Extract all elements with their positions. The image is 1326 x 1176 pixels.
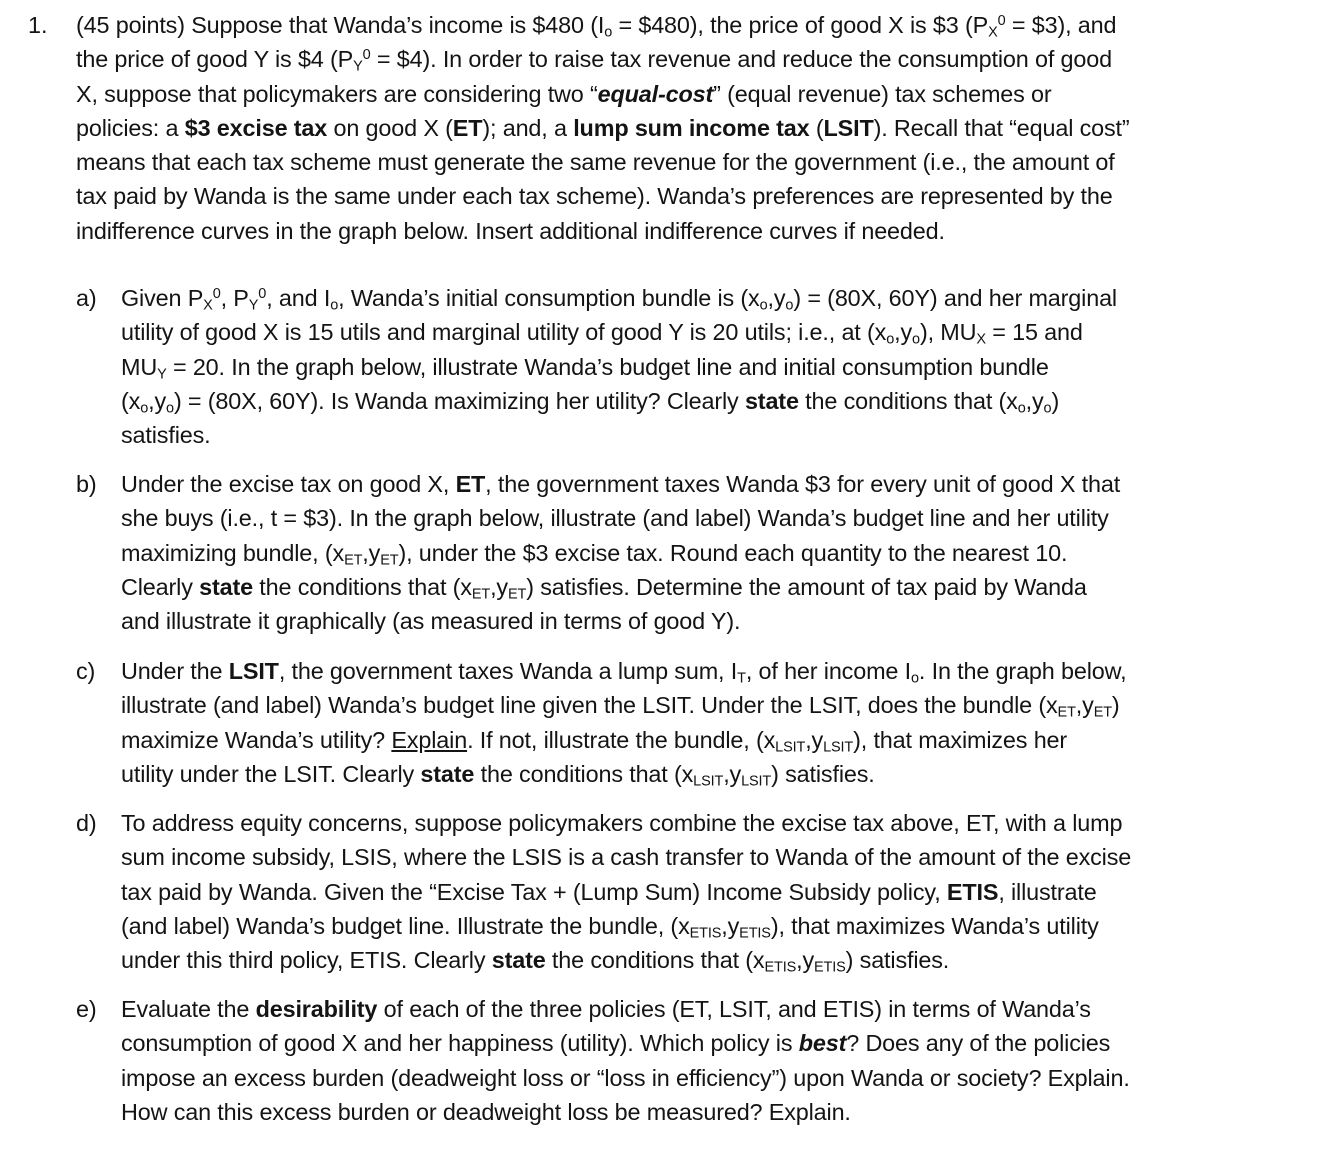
bold: LSIT bbox=[823, 114, 874, 141]
txt: , the government taxes Wanda a lump sum, I bbox=[278, 658, 738, 684]
sub: o bbox=[759, 297, 768, 314]
part-b bbox=[76, 467, 1316, 638]
txt: MU bbox=[121, 353, 158, 380]
txt: maximizing bundle, (x bbox=[121, 539, 345, 566]
txt: Clearly bbox=[121, 573, 200, 600]
part-e-text bbox=[121, 992, 1316, 1129]
txt: ,y bbox=[362, 539, 381, 566]
part-d-line-1: To address equity concerns, suppose policymakers combine the excise tax above, ET, with a lump bbox=[121, 810, 1123, 836]
txt: under this third policy, ETIS. Clearly bbox=[121, 947, 492, 974]
bold: state bbox=[744, 387, 799, 414]
part-c-text bbox=[121, 654, 1316, 791]
part-c-line-4 bbox=[121, 757, 1316, 791]
txt: ,y bbox=[1025, 387, 1044, 414]
txt: ) bbox=[1111, 692, 1120, 719]
sub: ETIS bbox=[689, 925, 722, 942]
bold: state bbox=[199, 573, 253, 600]
txt: ), under the $3 excise tax. Round each quantity to the nearest 10. bbox=[398, 539, 1068, 566]
sub: ETIS bbox=[814, 959, 846, 976]
sub: o bbox=[330, 297, 339, 314]
txt: ” (equal revenue) tax schemes or bbox=[713, 80, 1052, 107]
txt: ), MU bbox=[919, 319, 977, 346]
sub: o bbox=[166, 400, 174, 417]
question-intro bbox=[76, 8, 1316, 248]
part-d bbox=[76, 806, 1316, 977]
txt: the price of good Y is $4 (P bbox=[76, 46, 354, 73]
bold: ET bbox=[452, 114, 483, 141]
txt: = 20. In the graph below, illustrate Wanda’s budget line and initial consumption bundle bbox=[166, 353, 1049, 380]
txt: the conditions that (x bbox=[474, 760, 694, 787]
txt: ,y bbox=[894, 319, 913, 346]
part-a-text bbox=[121, 281, 1316, 452]
txt: ,y bbox=[805, 726, 824, 753]
sub: LSIT bbox=[775, 739, 806, 756]
txt: policies: a bbox=[76, 114, 185, 141]
txt: Given P bbox=[121, 285, 204, 311]
txt: Under the excise tax on good X, bbox=[121, 471, 456, 497]
part-a-line-3 bbox=[121, 350, 1316, 384]
part-e-label: e) bbox=[76, 996, 97, 1022]
txt: ,y bbox=[767, 285, 786, 311]
bold: state bbox=[491, 947, 546, 974]
txt: utility of good X is 15 utils and marginal utility of good Y is 20 utils; i.e., at (x bbox=[121, 319, 887, 346]
txt: (x bbox=[121, 387, 141, 414]
txt: ) = (80X, 60Y) and her marginal bbox=[793, 285, 1117, 311]
txt: , illustrate bbox=[998, 878, 1097, 905]
part-d-text bbox=[121, 806, 1316, 977]
sup: 0 bbox=[212, 286, 221, 303]
intro-line-3 bbox=[76, 77, 1316, 111]
txt: ) = (80X, 60Y). Is Wanda maximizing her utility? Clearly bbox=[173, 387, 745, 414]
txt: ( bbox=[809, 114, 824, 141]
txt: ? Does any of the policies bbox=[846, 1030, 1111, 1057]
sup: 0 bbox=[258, 286, 267, 303]
sub: o bbox=[1043, 400, 1052, 417]
part-c-label: c) bbox=[76, 658, 96, 684]
part-d-line-2: sum income subsidy, LSIS, where the LSIS is a cash transfer to Wanda of the amount of the excise bbox=[121, 844, 1132, 871]
intro-line-1 bbox=[76, 8, 1316, 42]
part-e bbox=[76, 992, 1316, 1129]
sub: Y bbox=[157, 366, 167, 383]
txt: ), that maximizes Wanda’s utility bbox=[770, 912, 1099, 939]
txt: maximize Wanda’s utility? bbox=[121, 726, 392, 753]
part-d-label: d) bbox=[76, 810, 97, 836]
intro-line-5: means that each tax scheme must generate the same revenue for the government (i.e., the amount of bbox=[76, 149, 1115, 176]
bold: state bbox=[420, 760, 475, 787]
part-e-line-1 bbox=[121, 992, 1316, 1026]
sub: ETIS bbox=[739, 925, 771, 942]
txt: the conditions that (x bbox=[798, 387, 1018, 414]
part-b-line-4 bbox=[121, 570, 1316, 604]
intro-line-2 bbox=[76, 42, 1316, 76]
bold: ET bbox=[455, 471, 486, 497]
sub: o bbox=[886, 331, 895, 348]
part-c bbox=[76, 654, 1316, 791]
txt: consumption of good X and her happiness (utility). Which policy is bbox=[121, 1030, 799, 1057]
txt: ) satisfies. bbox=[845, 947, 950, 974]
sub: Y bbox=[353, 58, 363, 75]
sub: ET bbox=[1057, 704, 1076, 721]
bold: ETIS bbox=[946, 878, 999, 905]
part-c-line-2 bbox=[121, 688, 1316, 722]
txt: ) bbox=[1051, 387, 1060, 414]
txt: on good X ( bbox=[327, 114, 453, 141]
txt: the conditions that (x bbox=[545, 947, 765, 974]
sub: Y bbox=[248, 297, 259, 314]
sub: o bbox=[785, 297, 794, 314]
bold: lump sum income tax bbox=[573, 114, 810, 141]
part-c-line-1 bbox=[121, 654, 1316, 688]
sub: o bbox=[912, 331, 920, 348]
txt: X, suppose that policymakers are considering two “ bbox=[76, 80, 598, 107]
part-b-text bbox=[121, 467, 1316, 638]
txt: ,y bbox=[490, 573, 508, 600]
txt: = $3), and bbox=[1005, 12, 1117, 38]
part-b-line-1 bbox=[121, 467, 1316, 501]
txt: ,y bbox=[148, 387, 167, 414]
txt: ) satisfies. bbox=[771, 760, 875, 787]
sub: ETIS bbox=[764, 959, 797, 976]
sub: ET bbox=[344, 552, 363, 569]
question-number: 1. bbox=[28, 12, 48, 38]
bold: desirability bbox=[255, 996, 378, 1022]
txt: the conditions that (x bbox=[252, 573, 472, 600]
part-b-line-3 bbox=[121, 536, 1316, 570]
sub: LSIT bbox=[823, 739, 854, 756]
txt: , P bbox=[220, 285, 249, 311]
part-b-line-5: and illustrate it graphically (as measured in terms of good Y). bbox=[121, 608, 741, 635]
txt: ). Recall that “equal cost” bbox=[873, 114, 1130, 141]
intro-line-7: indifference curves in the graph below. Insert additional indifference curves if needed. bbox=[76, 217, 945, 244]
txt: . If not, illustrate the bundle, (x bbox=[467, 726, 776, 753]
part-a-line-2 bbox=[121, 315, 1316, 349]
part-b-label: b) bbox=[76, 471, 97, 497]
sub: ET bbox=[1093, 704, 1112, 721]
part-e-line-2 bbox=[121, 1026, 1316, 1060]
txt: ,y bbox=[721, 912, 740, 939]
txt: = $4). In order to raise tax revenue and reduce the consumption of good bbox=[370, 46, 1112, 73]
sub: X bbox=[203, 297, 213, 314]
sub: LSIT bbox=[693, 773, 724, 790]
txt: ,y bbox=[796, 947, 815, 974]
txt: Evaluate the bbox=[121, 996, 256, 1022]
txt: ); and, a bbox=[482, 114, 574, 141]
part-e-line-4: How can this excess burden or deadweight loss be measured? Explain. bbox=[121, 1098, 851, 1125]
part-d-line-5 bbox=[121, 943, 1316, 977]
txt: utility under the LSIT. Clearly bbox=[121, 760, 421, 787]
part-e-line-3: impose an excess burden (deadweight loss or “loss in efficiency”) upon Wanda or society? Explain. bbox=[121, 1064, 1130, 1091]
sub: o bbox=[910, 670, 919, 687]
intro-line-6: tax paid by Wanda is the same under each tax scheme). Wanda’s preferences are represented by the bbox=[76, 183, 1113, 210]
txt: , and I bbox=[266, 285, 331, 311]
txt: ,y bbox=[1075, 692, 1094, 719]
txt: of each of the three policies (ET, LSIT, and ETIS) in terms of Wanda’s bbox=[377, 996, 1091, 1022]
txt: , of her income I bbox=[745, 658, 911, 684]
part-d-line-3 bbox=[121, 875, 1316, 909]
part-a-line-4 bbox=[121, 384, 1316, 418]
part-a-line-5: satisfies. bbox=[121, 422, 211, 449]
sup: 0 bbox=[997, 13, 1006, 30]
part-b-line-2: she buys (i.e., t = $3). In the graph below, illustrate (and label) Wanda’s budget line and her utility bbox=[121, 505, 1109, 532]
sub: X bbox=[988, 24, 998, 41]
txt: Suppose that Wanda’s income is $480 (I bbox=[184, 12, 605, 38]
sub: o bbox=[604, 24, 613, 41]
txt: ) satisfies. Determine the amount of tax paid by Wanda bbox=[526, 573, 1087, 600]
sub: X bbox=[976, 331, 986, 348]
txt: = 15 and bbox=[985, 319, 1083, 346]
emphasis: equal-cost bbox=[597, 80, 714, 107]
txt: ,y bbox=[723, 760, 742, 787]
underlined: Explain bbox=[391, 726, 468, 753]
txt: ), that maximizes her bbox=[853, 726, 1068, 753]
part-a bbox=[76, 281, 1316, 452]
sub: ET bbox=[380, 552, 399, 569]
txt: , the government taxes Wanda $3 for every unit of good X that bbox=[485, 471, 1121, 497]
txt: (and label) Wanda’s budget line. Illustrate the bundle, (x bbox=[121, 912, 690, 939]
emphasis: best bbox=[798, 1030, 847, 1057]
sub: o bbox=[140, 400, 149, 417]
txt: illustrate (and label) Wanda’s budget line given the LSIT. Under the LSIT, does the bundle (x bbox=[121, 692, 1058, 719]
bold: $3 excise tax bbox=[184, 114, 328, 141]
txt: , Wanda’s initial consumption bundle is (x bbox=[338, 285, 760, 311]
intro-line-4 bbox=[76, 111, 1316, 145]
sub: o bbox=[1017, 400, 1026, 417]
part-a-line-1 bbox=[121, 281, 1316, 315]
sub: LSIT bbox=[741, 773, 772, 790]
part-a-label: a) bbox=[76, 285, 97, 311]
txt: = $480), the price of good X is $3 (P bbox=[612, 12, 989, 38]
sub: ET bbox=[471, 586, 491, 603]
txt: . In the graph below, bbox=[918, 658, 1127, 684]
bold: LSIT bbox=[228, 658, 279, 684]
sup: 0 bbox=[362, 47, 371, 64]
part-c-line-3 bbox=[121, 723, 1316, 757]
sub: T bbox=[737, 670, 746, 687]
points: (45 points) bbox=[76, 12, 185, 38]
txt: tax paid by Wanda. Given the “Excise Tax + (Lump Sum) Income Subsidy policy, bbox=[121, 878, 947, 905]
part-d-line-4 bbox=[121, 909, 1316, 943]
txt: Under the bbox=[121, 658, 229, 684]
sub: ET bbox=[507, 586, 527, 603]
